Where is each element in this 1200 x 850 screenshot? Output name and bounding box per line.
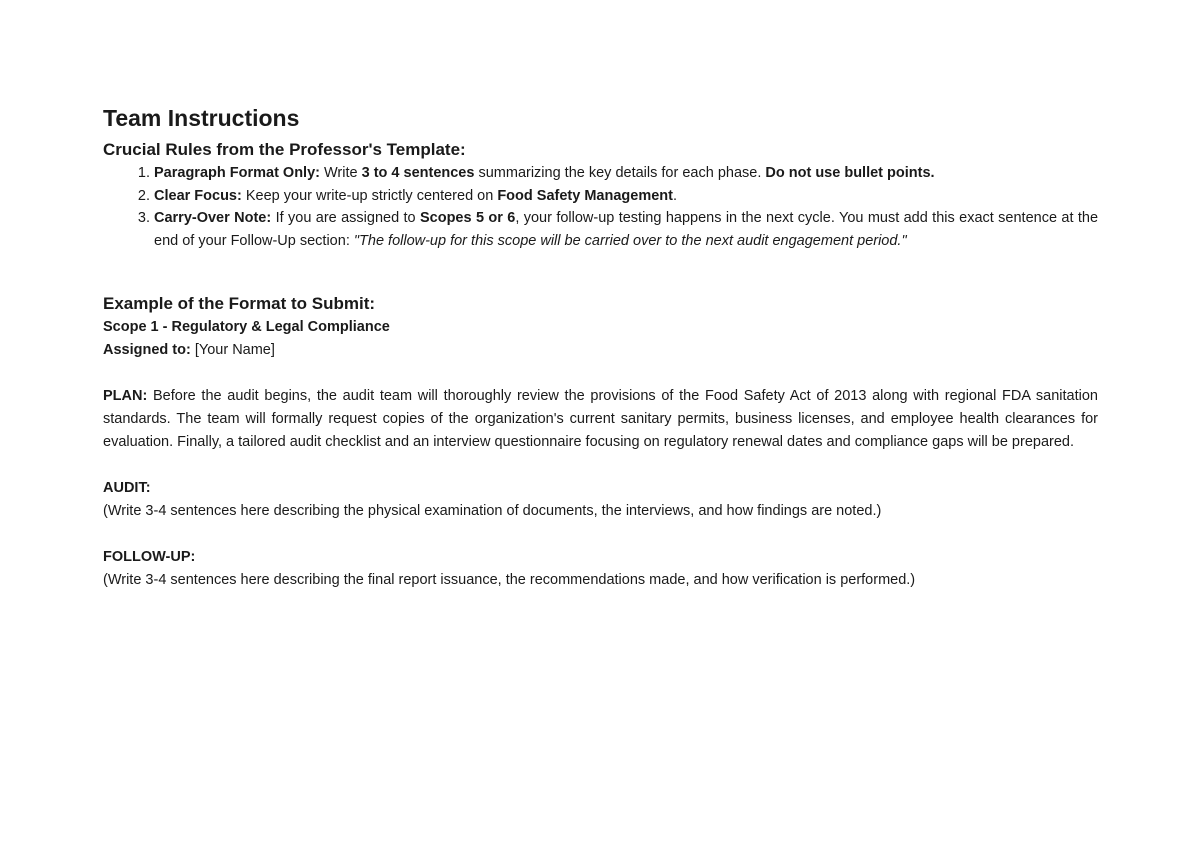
assigned-to-line — [103, 339, 1098, 362]
rule-item-carry-over — [154, 207, 1098, 252]
rule-emphasis: Food Safety Management — [497, 187, 673, 204]
rule-emphasis: Scopes 5 or 6 — [419, 210, 516, 226]
assigned-label: Assigned to: — [103, 342, 191, 358]
audit-label: AUDIT: — [103, 480, 151, 496]
carry-over-sentence: "The follow-up for this scope will be carried over to the next audit engagement period." — [353, 232, 907, 249]
rule-label: Clear Focus: — [154, 187, 242, 204]
rule-text: . — [672, 187, 677, 204]
rule-label: Carry-Over Note: — [154, 210, 272, 226]
page-title: Team Instructions — [103, 105, 300, 131]
example-heading: Example of the Format to Submit: — [103, 294, 376, 313]
rule-text: , your follow-up testing happens in the next cycle. You must add this exact sentence at the end of your Follow-Up section: — [154, 210, 1099, 249]
rule-text: Keep your write-up strictly centered on — [241, 187, 498, 204]
rule-item-paragraph-format — [154, 162, 1098, 185]
plan-paragraph — [103, 385, 1098, 454]
scope-title: Scope 1 - Regulatory & Legal Compliance — [103, 319, 390, 335]
assigned-value: [Your Name] — [190, 342, 275, 358]
rules-heading: Crucial Rules from the Professor's Template: — [103, 140, 466, 159]
rule-text: summarizing the key details for each phase. — [474, 165, 766, 181]
document-page — [103, 102, 1098, 592]
rules-list — [103, 162, 1098, 252]
rule-emphasis: 3 to 4 sentences — [361, 165, 475, 181]
rule-item-clear-focus — [154, 185, 1098, 208]
rule-label: Paragraph Format Only: — [154, 165, 320, 181]
rule-emphasis: Do not use bullet points. — [765, 165, 935, 181]
rule-text: Write — [319, 165, 362, 181]
followup-text: (Write 3-4 sentences here describing the final report issuance, the recommendations made, and how verification is performed.) — [103, 572, 916, 588]
audit-text: (Write 3-4 sentences here describing the physical examination of documents, the interviews, and how findings are noted.) — [103, 503, 882, 519]
followup-label: FOLLOW-UP: — [103, 549, 196, 565]
plan-text: Before the audit begins, the audit team will thoroughly review the provisions of the Food Safety Act of 2013 along with regional FDA sanitation standards. The team will formally request copies of the organization's current sanitary permits, business licenses, and employee health clearances for evaluation. Finally, a tailored audit checklist and an interview questionnaire focusing on regulatory renewal dates and compliance gaps will be prepared. — [103, 388, 1098, 450]
plan-label: PLAN: — [103, 388, 148, 404]
rule-text: If you are assigned to — [271, 210, 420, 226]
